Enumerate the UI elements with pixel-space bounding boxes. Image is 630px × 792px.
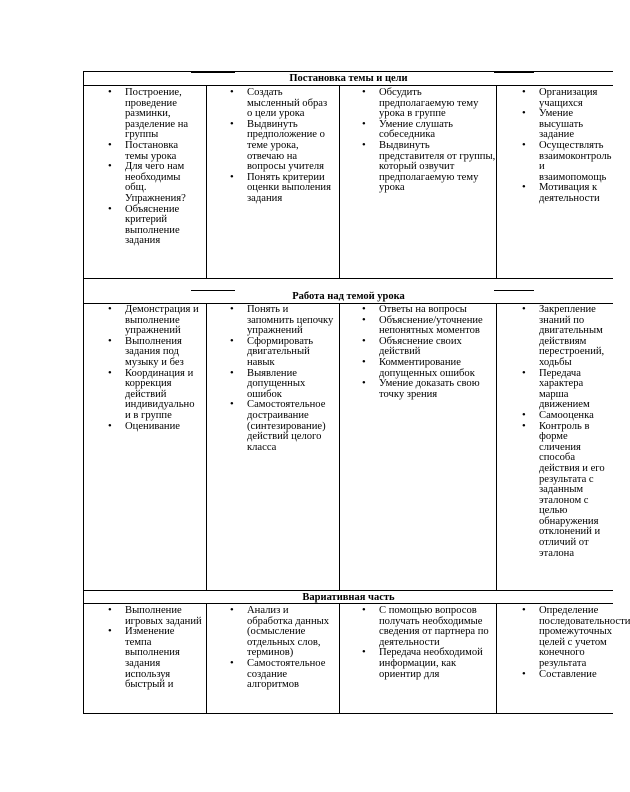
list-item: • Изменение темпа выполнения задания используя быстрый и <box>106 627 202 691</box>
list-item: • Самостоятельное создание алгоритмов <box>228 659 334 691</box>
list-item: • Понять и запомнить цепочку упражнений <box>228 305 334 337</box>
list-item: • Объяснение своих действий <box>360 337 496 358</box>
section-variative <box>84 590 630 713</box>
column-communicative <box>360 305 496 590</box>
column-teacher <box>106 305 202 590</box>
list-item: • Выявление допущенных ошибок <box>228 369 334 401</box>
list-item: • Мотивация к деятельности <box>520 183 612 204</box>
list-item: • Анализ и обработка данных (осмысление отдельных слов, терминов) <box>228 606 334 659</box>
list-item: • Умение доказать свою точку зрения <box>360 379 496 400</box>
list-item: • Объяснение/уточнение непонятных моментов <box>360 316 496 337</box>
list-item: • Ответы на вопросы <box>360 305 496 316</box>
list-item: • Самостоятельное достраивание (синтезирование) действий целого класса <box>228 400 334 453</box>
list-item: • Создать мысленный образ о цели урока <box>228 88 334 120</box>
column-teacher <box>106 606 202 713</box>
section-title: Работа над темой урока <box>292 291 405 302</box>
list-item: • Определение последовательности промежуточных целей с учетом конечного результата <box>520 606 612 670</box>
list-item: • Контроль в форме сличения способа действия и его результата с заданным эталоном с целью обнаружения отклонений и отличий от эталона <box>520 422 612 560</box>
list-item: • Осуществлять взаимоконтроль и взаимопомощь <box>520 141 612 183</box>
section-title: Вариативная часть <box>302 592 395 603</box>
list-item: • Сформировать двигательный навык <box>228 337 334 369</box>
column-cognitive <box>228 305 334 590</box>
list-item: • Закрепление знаний по двигательным действиям перестроений, ходьбы <box>520 305 612 369</box>
column-communicative <box>360 606 496 713</box>
column-communicative <box>360 88 496 278</box>
lesson-table <box>83 71 630 714</box>
column-cognitive <box>228 606 334 713</box>
list-item: • Постановка темы урока <box>106 141 202 162</box>
list-item: • Передача необходимой информации, как ориентир для <box>360 648 496 680</box>
list-item: • Построение, проведение разминки, разделение на группы <box>106 88 202 141</box>
list-item: • Самооценка <box>520 411 612 422</box>
list-item: • Выполнение игровых заданий <box>106 606 202 627</box>
column-regulative <box>520 305 612 590</box>
list-item: • Обсудить предполагаемую тему урока в группе <box>360 88 496 120</box>
list-item: • Передача характера марша движением <box>520 369 612 411</box>
section-title: Постановка темы и цели <box>289 73 408 84</box>
column-cognitive <box>228 88 334 278</box>
list-item: • Для чего нам необходимы общ. Упражнения? <box>106 162 202 204</box>
column-regulative <box>520 88 612 278</box>
column-teacher <box>106 88 202 278</box>
list-item: • Объяснение критерий выполнение задания <box>106 205 202 247</box>
list-item: • Координация и коррекция действий индивидуально и в группе <box>106 369 202 422</box>
section-topic-goal <box>84 72 613 278</box>
list-item: • Понять критерии оценки выполения задания <box>228 173 334 205</box>
list-item: • Выдвинуть предположение о теме урока, отвечаю на вопросы учителя <box>228 120 334 173</box>
list-item: • Умение высушать задание <box>520 109 612 141</box>
list-item: • Демонстрация и выполнение упражнений <box>106 305 202 337</box>
list-item: • Умение слушать собеседника <box>360 120 496 141</box>
section-work-on-topic <box>84 290 613 590</box>
list-item: • Выдвинуть представителя от группы, который озвучит предполагаемую тему урока <box>360 141 496 194</box>
list-item: • Составление <box>520 670 612 681</box>
list-item: • С помощью вопросов получать необходимые сведения от партнера по деятельности <box>360 606 496 648</box>
list-item: • Организация учащихся <box>520 88 612 109</box>
list-item: • Выполнения задания под музыку и без <box>106 337 202 369</box>
column-regulative <box>520 605 630 713</box>
list-item: • Комментирование допущенных ошибок <box>360 358 496 379</box>
list-item: • Оценивание <box>106 422 202 433</box>
